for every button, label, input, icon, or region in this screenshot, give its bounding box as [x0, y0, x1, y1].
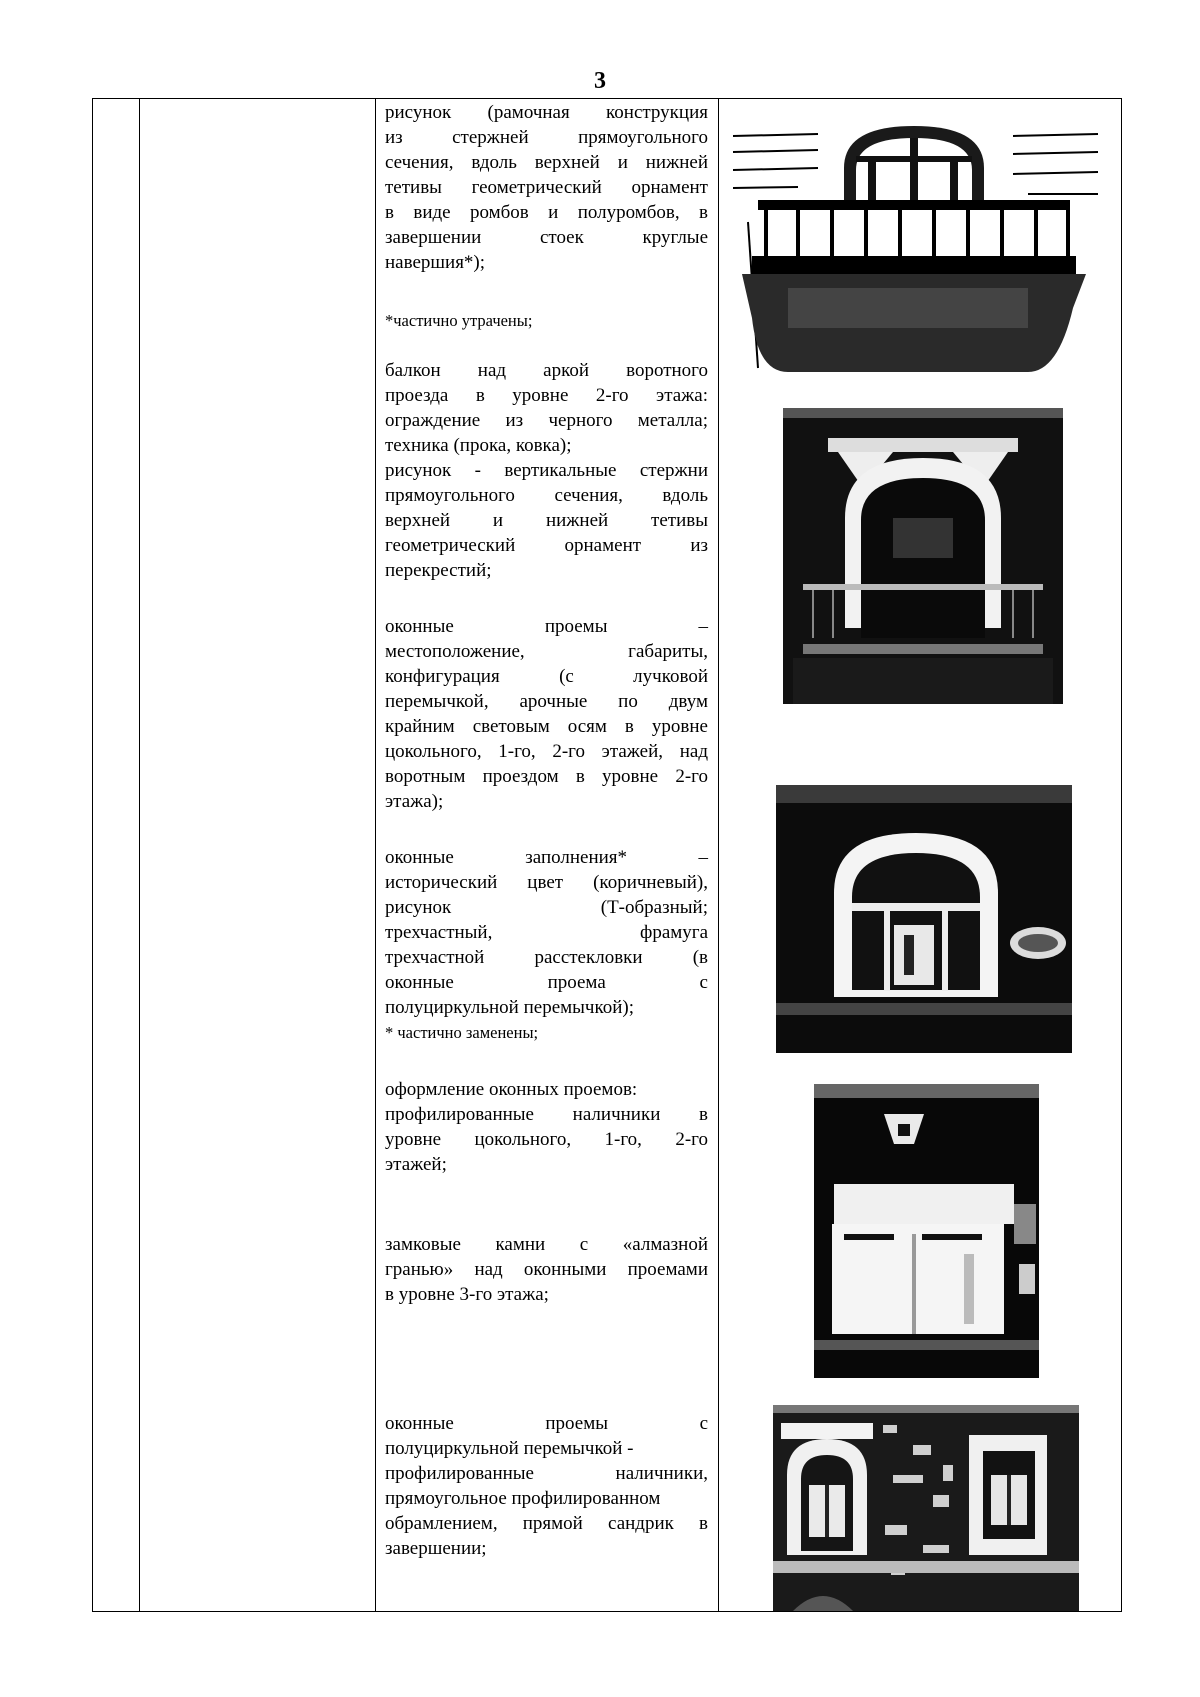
note-text: *частично утрачены; [385, 311, 533, 330]
text-block-balcony-over-arch [385, 358, 708, 583]
text-line: оконные проема с [385, 972, 708, 993]
text-line: балкон над аркой воротного [385, 360, 708, 381]
text-line: трехчастный, фрамуга [385, 922, 708, 943]
text-line: конфигурация (с лучковой [385, 666, 708, 687]
facade-windows-photo [773, 1405, 1079, 1611]
text-block-railing-pattern [385, 100, 708, 275]
text-line: рисунок (Т-образный; [385, 897, 708, 918]
text-line: тетивы геометрический орнамент [385, 177, 708, 198]
text-line: в виде ромбов и полуромбов, в [385, 202, 708, 223]
text-line: трехчастной расстекловки (в [385, 947, 708, 968]
text-line: сечения, вдоль верхней и нижней [385, 152, 708, 173]
text-line: воротным проездом в уровне 2-го [385, 766, 708, 787]
text-block-window-openings [385, 614, 708, 814]
note-partially-lost [385, 308, 708, 333]
text-line: этажа); [385, 791, 444, 812]
text-line: гранью» над оконными проемами [385, 1259, 708, 1280]
text-line: завершении; [385, 1538, 487, 1559]
text-line: оконные проемы – [385, 616, 708, 637]
text-line: в уровне 3-го этажа; [385, 1284, 549, 1305]
text-line: полуциркульной перемычкой - [385, 1438, 634, 1459]
column-divider-3 [718, 99, 719, 1611]
text-line: проезда в уровне 2-го этажа: [385, 385, 708, 406]
text-block-keystones [385, 1232, 708, 1307]
text-block-semicircular-windows [385, 1411, 708, 1561]
text-line: исторический цвет (коричневый), [385, 872, 708, 893]
text-line: рисунок (рамочная конструкция [385, 102, 708, 123]
text-line: оконные проемы с [385, 1413, 708, 1434]
arched-balcony-door-photo [783, 408, 1063, 704]
text-line: замковые камни с «алмазной [385, 1234, 708, 1255]
text-block-window-fillings [385, 845, 708, 1045]
text-line: профилированные наличники в [385, 1104, 708, 1125]
text-line: рисунок - вертикальные стержни [385, 460, 708, 481]
text-line: профилированные наличники, [385, 1463, 708, 1484]
text-line: завершении стоек круглые [385, 227, 708, 248]
text-line: оконные заполнения* – [385, 847, 708, 868]
column-divider-1 [139, 99, 140, 1611]
text-line: техника (прока, ковка); [385, 435, 572, 456]
text-line: крайним световым осям в уровне [385, 716, 708, 737]
arched-window-photo [776, 785, 1072, 1053]
text-line: навершия*); [385, 252, 486, 273]
text-line: из стержней прямоугольного [385, 127, 708, 148]
text-line: прямоугольного сечения, вдоль [385, 485, 708, 506]
text-line: ограждение из черного металла; [385, 410, 708, 431]
text-line: перекрестий; [385, 560, 492, 581]
text-line: геометрический орнамент из [385, 535, 708, 556]
text-line: местоположение, габариты, [385, 641, 708, 662]
text-block-window-trim [385, 1077, 708, 1177]
text-line: верхней и нижней тетивы [385, 510, 708, 531]
balcony-photo [728, 118, 1100, 372]
note-text: * частично заменены; [385, 1023, 539, 1042]
window-keystone-photo [814, 1084, 1039, 1378]
text-line: полуциркульной перемычкой); [385, 997, 635, 1018]
text-line: обрамлением, прямой сандрик в [385, 1513, 708, 1534]
text-line: прямоугольное профилированном [385, 1488, 661, 1509]
text-line: перемычкой, арочные по двум [385, 691, 708, 712]
column-divider-2 [375, 99, 376, 1611]
text-line: этажей; [385, 1154, 447, 1175]
text-line: оформление оконных проемов: [385, 1079, 638, 1100]
text-line: цокольного, 1-го, 2-го этажей, над [385, 741, 708, 762]
text-line: уровне цокольного, 1-го, 2-го [385, 1129, 708, 1150]
page-number: 3 [594, 68, 606, 94]
